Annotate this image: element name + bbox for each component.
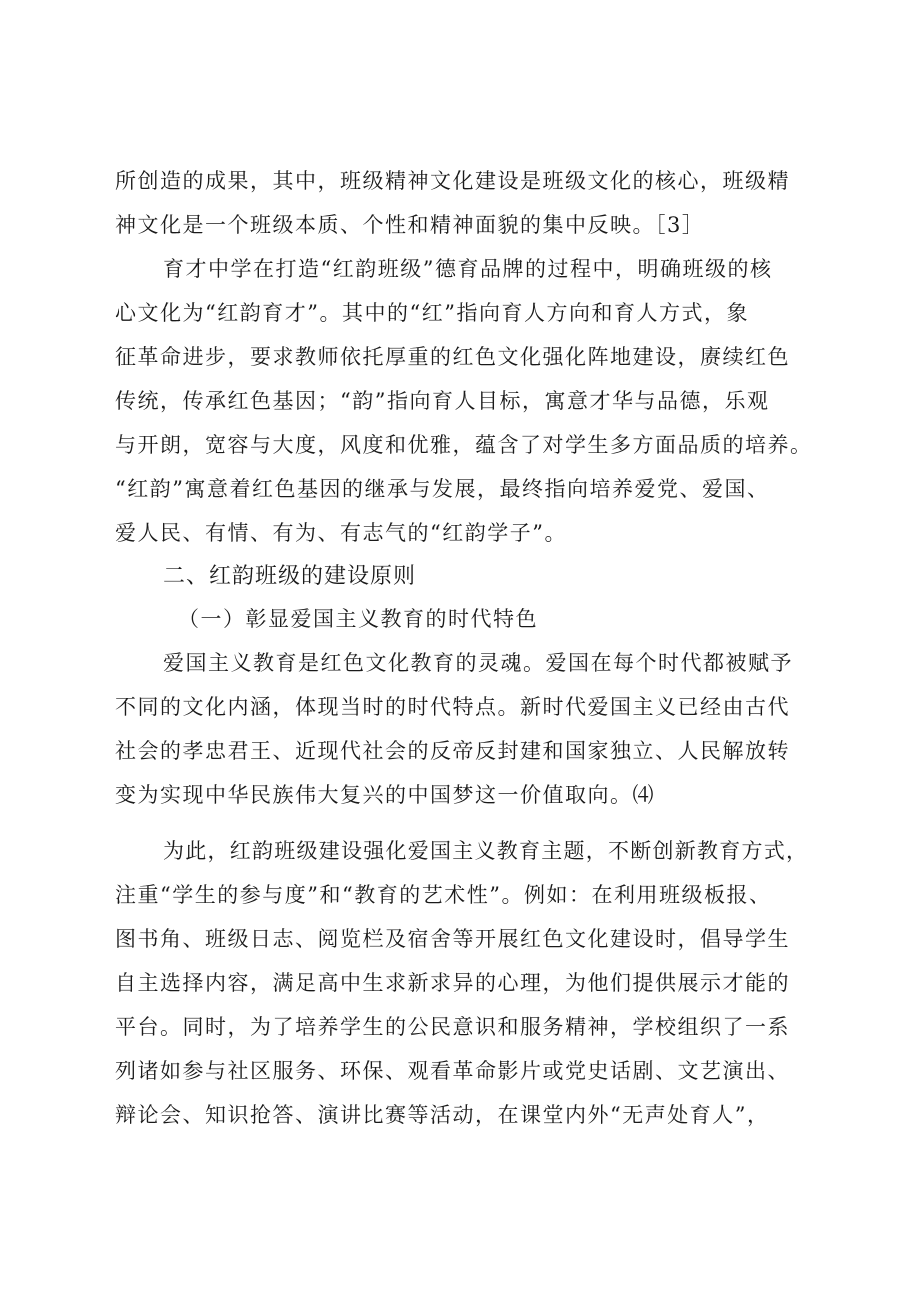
paragraph-line: 与开朗，宽容与大度，风度和优雅，蕴含了对学生多方面品质的培养。	[115, 433, 813, 457]
paragraph-line: 变为实现中华民族伟大复兴的中国梦这一价值取向。⑷	[115, 783, 655, 807]
paragraph-line: 注重“学生的参与度”和“教育的艺术性”。例如：在利用班级板报、	[115, 883, 772, 907]
paragraph-line: 社会的孝忠君王、近现代社会的反帝反封建和国家独立、人民解放转	[115, 739, 790, 763]
paragraph-line: 所创造的成果，其中，班级精神文化建设是班级文化的核心，班级精	[115, 169, 790, 193]
paragraph-line: 育才中学在打造“红韵班级”德育品牌的过程中，明确班级的核	[163, 257, 773, 281]
subsection-heading: （一）彰显爱国主义教育的时代特色	[178, 607, 538, 631]
paragraph-line: 爱人民、有情、有为、有志气的“红韵学子”。	[115, 521, 567, 545]
paragraph-line: 神文化是一个班级本质、个性和精神面貌的集中反映。［3］	[115, 213, 705, 237]
paragraph-line: 辩论会、知识抢答、演讲比赛等活动，在课堂内外“无声处育人”，	[115, 1103, 770, 1127]
paragraph-line: 心文化为“红韵育才”。其中的“红”指向育人方向和育人方式，象	[115, 301, 749, 325]
section-heading: 二、红韵班级的建设原则	[163, 564, 417, 589]
paragraph-line: 传统，传承红色基因；“韵”指向育人目标，寓意才华与品德，乐观	[115, 389, 770, 413]
paragraph-line: 自主选择内容，满足高中生求新求异的心理，为他们提供展示才能的	[115, 971, 790, 995]
paragraph-line: 平台。同时，为了培养学生的公民意识和服务精神，学校组织了一系	[115, 1015, 790, 1039]
paragraph-line: 爱国主义教育是红色文化教育的灵魂。爱国在每个时代都被赋予	[163, 651, 793, 675]
paragraph-line: “红韵”寓意着红色基因的继承与发展，最终指向培养爱党、爱国、	[115, 477, 770, 501]
paragraph-line: 不同的文化内涵，体现当时的时代特点。新时代爱国主义已经由古代	[115, 695, 790, 719]
paragraph-line: 为此，红韵班级建设强化爱国主义教育主题，不断创新教育方式，	[163, 839, 809, 863]
paragraph-line: 征革命进步，要求教师依托厚重的红色文化强化阵地建设，赓续红色	[115, 345, 790, 369]
paragraph-line: 图书角、班级日志、阅览栏及宿舍等开展红色文化建设时，倡导学生	[115, 927, 790, 951]
paragraph-line: 列诸如参与社区服务、环保、观看革命影片或党史话剧、文艺演出、	[115, 1059, 790, 1083]
